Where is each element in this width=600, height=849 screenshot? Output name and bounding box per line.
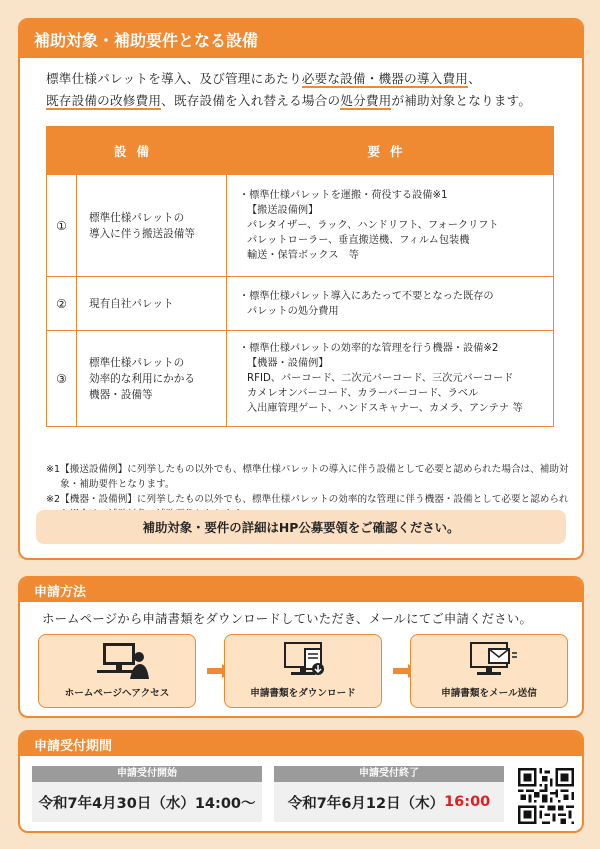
section-title: 補助対象・補助要件となる設備 xyxy=(20,20,582,58)
row-number: ① xyxy=(47,175,77,277)
footnote xyxy=(46,462,576,492)
equipment-cell xyxy=(77,175,227,277)
requirement-line: RFID、バーコード、二次元バーコード、三次元バーコード xyxy=(247,373,514,384)
eligible-equipment-panel xyxy=(18,18,584,560)
requirement-line: ・標準仕様パレットの効率的な管理を行う機器・設備※2 xyxy=(239,343,499,354)
step-download-forms xyxy=(224,634,382,708)
table-header-requirements: 要件 xyxy=(227,127,554,175)
requirement-line: ・標準仕様パレット導入にあたって不要となった既存の xyxy=(239,290,494,302)
intro-underline: 既存設備の改修費用 xyxy=(46,93,162,108)
requirement-cell xyxy=(227,277,554,331)
requirement-line: パレットの処分費用 xyxy=(247,305,339,317)
footnote-text: 【機器・設備例】に列挙したもの以外でも、標準仕様パレットの効率的な管理に伴う機器・設備として必要と認められ xyxy=(60,494,569,505)
equipment-cell xyxy=(77,331,227,427)
requirement-line: 入出庫管理ゲート、ハンドスキャナー、カメラ、アンテナ 等 xyxy=(247,403,523,414)
row-number: ③ xyxy=(47,331,77,427)
requirements-table xyxy=(46,126,554,427)
step-label: 申請書類をダウンロード xyxy=(250,688,356,699)
application-period-panel xyxy=(18,730,584,833)
table-row xyxy=(47,331,554,427)
table-row xyxy=(47,175,554,277)
equipment-line: 標準仕様パレットの xyxy=(89,356,185,369)
table-header-equipment: 設備 xyxy=(47,127,227,175)
qr-code-icon[interactable] xyxy=(518,768,574,824)
application-method-panel xyxy=(18,576,584,718)
requirement-line: 輸送・保管ボックス 等 xyxy=(247,250,359,261)
intro-part: 、既存設備を入れ替える場合の xyxy=(161,93,341,108)
intro-part: 標準仕様パレットを導入、及び管理にあたり xyxy=(46,71,302,86)
step-email-forms xyxy=(410,634,568,708)
computer-user-icon xyxy=(83,639,153,683)
footnote-text: 【搬送設備例】に列挙したもの以外でも、標準仕様パレットの導入に伴う設備として必要と認められた場合は、補助対象・補助要件となります。 xyxy=(60,464,569,490)
period-end-day: 令和7年6月12日（木） xyxy=(287,795,445,812)
intro-text xyxy=(20,58,582,112)
requirement-cell xyxy=(227,175,554,277)
equipment-line: 標準仕様パレットの xyxy=(89,211,185,224)
requirement-line: 【搬送設備例】 xyxy=(247,205,319,216)
equipment-line: 導入に伴う搬送設備等 xyxy=(89,227,195,240)
footnote-mark: ※1 xyxy=(46,464,61,475)
requirement-line: ・標準仕様パレットを運搬・荷役する設備※1 xyxy=(239,190,448,201)
period-end-time: 16:00 xyxy=(444,794,491,810)
email-computer-icon xyxy=(455,639,525,683)
period-end xyxy=(274,766,504,822)
intro-part: 、 xyxy=(468,71,481,86)
section-title: 申請受付期間 xyxy=(20,732,582,756)
intro-underline: 必要な設備・機器の導入費用 xyxy=(301,71,469,86)
period-start-date: 令和7年4月30日（水）14:00〜 xyxy=(32,782,262,822)
requirement-line: カメレオンバーコード、カラーバーコード、ラベル xyxy=(247,388,479,399)
application-steps xyxy=(38,634,568,708)
footnote-mark: ※2 xyxy=(46,494,61,505)
requirement-line: パレットローラー、垂直搬送機、フィルム包装機 xyxy=(247,235,470,246)
requirement-line: パレタイザー、ラック、ハンドリフト、フォークリフト xyxy=(247,220,499,231)
row-number: ② xyxy=(47,277,77,331)
equipment-line: 現有自社パレット xyxy=(89,297,174,310)
step-label: ホームページへアクセス xyxy=(64,688,170,699)
download-document-icon xyxy=(269,639,339,683)
period-start xyxy=(32,766,262,822)
section-title: 申請方法 xyxy=(20,578,582,602)
period-start-label: 申請受付開始 xyxy=(32,766,262,782)
equipment-line: 効率的な利用にかかる xyxy=(89,372,195,385)
period-end-date xyxy=(274,782,504,822)
intro-underline: 処分費用 xyxy=(340,93,392,108)
table-row xyxy=(47,277,554,331)
intro-part: が補助対象となります。 xyxy=(391,93,532,108)
requirement-cell xyxy=(227,331,554,427)
requirement-line: 【機器・設備例】 xyxy=(247,358,329,369)
step-label: 申請書類をメール送信 xyxy=(441,688,537,699)
equipment-line: 機器・設備等 xyxy=(89,388,153,401)
details-notice: 補助対象・要件の詳細はHP公募要領をご確認ください。 xyxy=(36,510,566,544)
method-text: ホームページから申請書類をダウンロードしていただき、メールにてご申請ください。 xyxy=(42,611,533,626)
period-end-label: 申請受付終了 xyxy=(274,766,504,782)
step-access-homepage xyxy=(38,634,196,708)
equipment-cell xyxy=(77,277,227,331)
